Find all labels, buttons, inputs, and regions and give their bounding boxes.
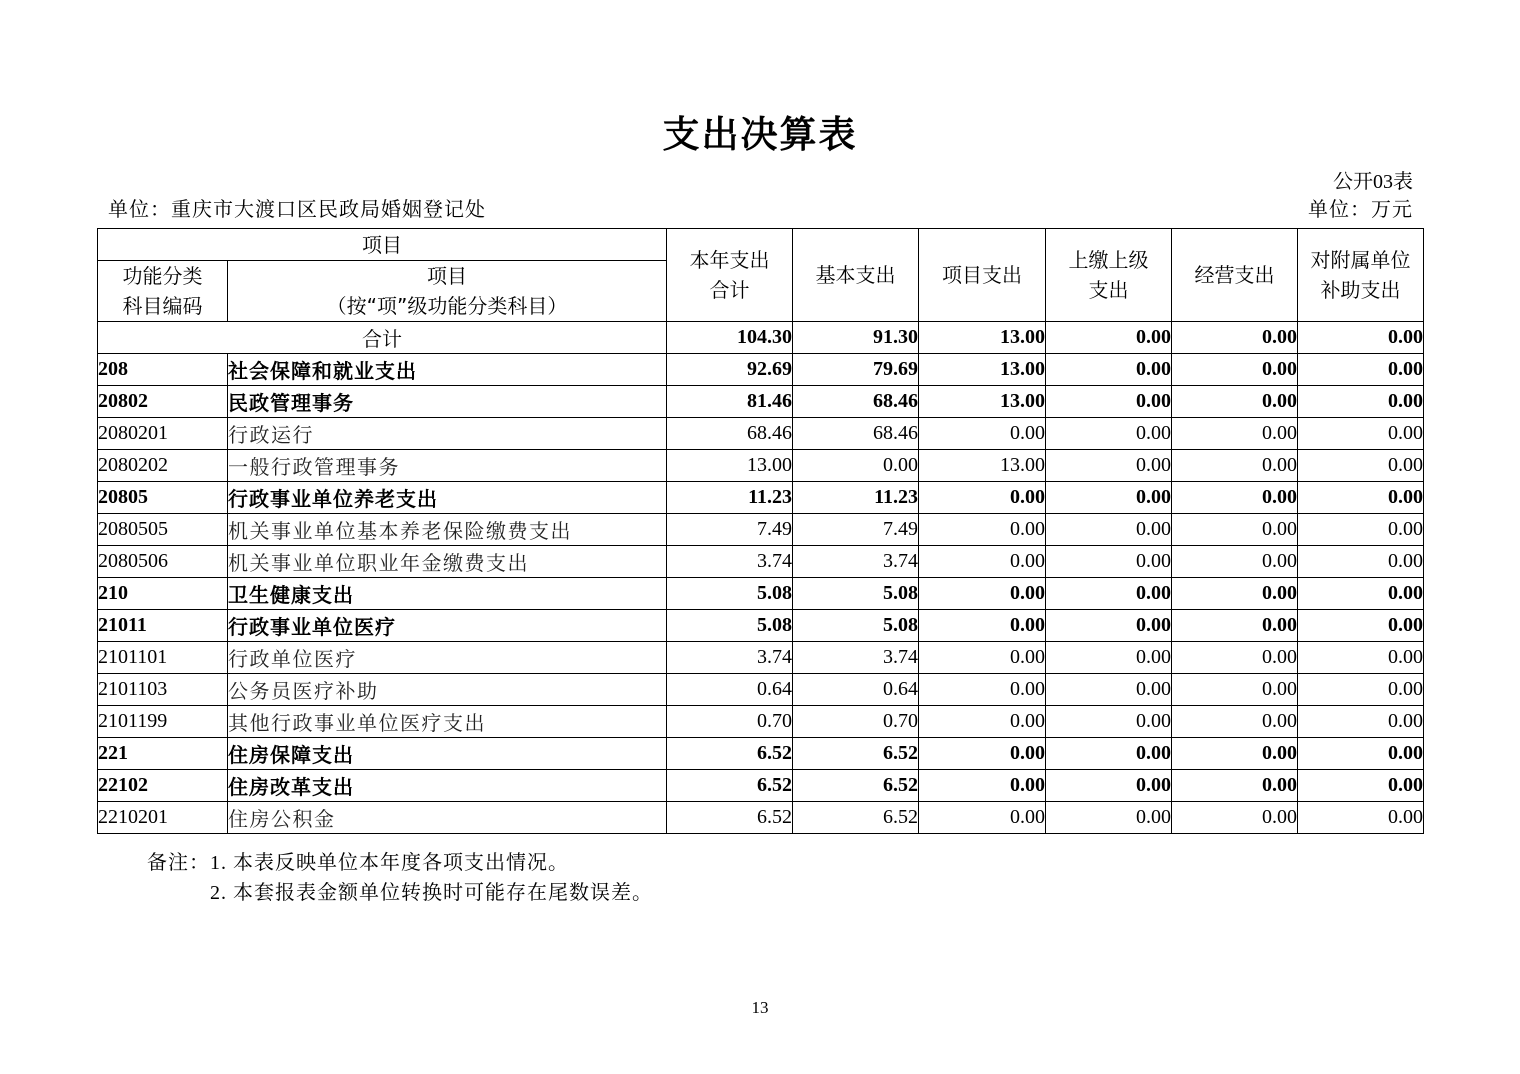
row-value: 0.00 xyxy=(1046,770,1172,802)
row-value: 0.00 xyxy=(919,482,1046,514)
row-value: 5.08 xyxy=(667,578,793,610)
row-value: 0.00 xyxy=(1172,482,1298,514)
table-row xyxy=(98,578,1424,610)
table-row xyxy=(98,642,1424,674)
table-row xyxy=(98,354,1424,386)
row-value: 6.52 xyxy=(793,770,919,802)
total-value: 13.00 xyxy=(919,322,1046,354)
row-value: 0.70 xyxy=(793,706,919,738)
row-value: 0.00 xyxy=(1046,514,1172,546)
table-row xyxy=(98,738,1424,770)
row-value: 11.23 xyxy=(793,482,919,514)
header-code: 功能分类 科目编码 xyxy=(98,261,228,322)
row-code: 2080506 xyxy=(98,546,228,578)
row-name: 一般行政管理事务 xyxy=(228,450,667,482)
row-value: 0.00 xyxy=(1172,354,1298,386)
row-value: 3.74 xyxy=(793,642,919,674)
row-value: 0.00 xyxy=(1298,802,1424,834)
row-value: 0.00 xyxy=(1298,514,1424,546)
row-code: 20802 xyxy=(98,386,228,418)
row-code: 2101199 xyxy=(98,706,228,738)
row-code: 2101103 xyxy=(98,674,228,706)
row-code: 2210201 xyxy=(98,802,228,834)
expenditure-table xyxy=(97,228,1424,834)
header-row-1 xyxy=(98,229,1424,261)
row-value: 0.00 xyxy=(1046,578,1172,610)
total-value: 104.30 xyxy=(667,322,793,354)
row-value: 0.00 xyxy=(1046,738,1172,770)
row-value: 0.00 xyxy=(919,578,1046,610)
row-value: 0.00 xyxy=(1172,578,1298,610)
page-title: 支出决算表 xyxy=(662,113,858,156)
row-value: 0.00 xyxy=(1298,706,1424,738)
row-code: 221 xyxy=(98,738,228,770)
row-value: 0.00 xyxy=(1298,418,1424,450)
row-value: 0.00 xyxy=(1172,770,1298,802)
row-value: 6.52 xyxy=(667,770,793,802)
row-value: 0.00 xyxy=(1046,802,1172,834)
header-item: 项目 xyxy=(98,229,667,261)
table-row xyxy=(98,610,1424,642)
table-row xyxy=(98,770,1424,802)
row-value: 0.00 xyxy=(919,514,1046,546)
row-value: 3.74 xyxy=(667,546,793,578)
row-value: 6.52 xyxy=(667,802,793,834)
header-total: 本年支出 合计 xyxy=(667,229,793,322)
table-row xyxy=(98,802,1424,834)
row-name: 其他行政事业单位医疗支出 xyxy=(228,706,667,738)
row-value: 13.00 xyxy=(667,450,793,482)
row-value: 0.00 xyxy=(919,546,1046,578)
row-value: 0.64 xyxy=(793,674,919,706)
row-value: 0.00 xyxy=(1298,450,1424,482)
row-value: 0.00 xyxy=(919,642,1046,674)
row-value: 0.00 xyxy=(1298,738,1424,770)
total-value: 0.00 xyxy=(1172,322,1298,354)
row-value: 0.00 xyxy=(1046,546,1172,578)
row-value: 0.00 xyxy=(1046,706,1172,738)
row-value: 6.52 xyxy=(667,738,793,770)
row-value: 0.00 xyxy=(1046,418,1172,450)
row-value: 0.00 xyxy=(1172,738,1298,770)
reporting-unit: 单位：重庆市大渡口区民政局婚姻登记处 xyxy=(108,199,486,221)
row-value: 0.00 xyxy=(919,802,1046,834)
row-value: 68.46 xyxy=(793,418,919,450)
row-name: 公务员医疗补助 xyxy=(228,674,667,706)
total-label: 合计 xyxy=(98,322,667,354)
row-name: 行政事业单位养老支出 xyxy=(228,482,667,514)
header-project: 项目支出 xyxy=(919,229,1046,322)
header-name: 项目 （按“项”级功能分类科目） xyxy=(228,261,667,322)
table-row xyxy=(98,674,1424,706)
row-value: 5.08 xyxy=(793,578,919,610)
row-value: 3.74 xyxy=(667,642,793,674)
row-code: 2080202 xyxy=(98,450,228,482)
table-row xyxy=(98,386,1424,418)
table-row xyxy=(98,450,1424,482)
row-value: 0.00 xyxy=(1046,610,1172,642)
row-name: 行政事业单位医疗 xyxy=(228,610,667,642)
row-value: 5.08 xyxy=(793,610,919,642)
row-value: 0.00 xyxy=(1046,674,1172,706)
note-item: 2. 本套报表金额单位转换时可能存在尾数误差。 xyxy=(210,882,653,904)
total-row xyxy=(98,322,1424,354)
row-value: 0.00 xyxy=(1046,354,1172,386)
row-value: 0.00 xyxy=(1172,706,1298,738)
row-value: 92.69 xyxy=(667,354,793,386)
row-value: 0.00 xyxy=(1298,482,1424,514)
row-name: 机关事业单位职业年金缴费支出 xyxy=(228,546,667,578)
row-name: 行政运行 xyxy=(228,418,667,450)
row-value: 6.52 xyxy=(793,802,919,834)
row-value: 13.00 xyxy=(919,354,1046,386)
row-value: 0.00 xyxy=(1172,674,1298,706)
row-code: 2101101 xyxy=(98,642,228,674)
row-value: 0.00 xyxy=(1046,450,1172,482)
row-name: 机关事业单位基本养老保险缴费支出 xyxy=(228,514,667,546)
row-code: 22102 xyxy=(98,770,228,802)
row-code: 2080505 xyxy=(98,514,228,546)
row-name: 卫生健康支出 xyxy=(228,578,667,610)
row-value: 0.00 xyxy=(1298,770,1424,802)
row-value: 0.00 xyxy=(1172,514,1298,546)
header-basic: 基本支出 xyxy=(793,229,919,322)
table-row xyxy=(98,706,1424,738)
row-value: 0.00 xyxy=(1172,642,1298,674)
notes xyxy=(147,850,653,910)
row-value: 0.00 xyxy=(1298,578,1424,610)
row-value: 0.00 xyxy=(919,418,1046,450)
row-name: 住房改革支出 xyxy=(228,770,667,802)
total-value: 91.30 xyxy=(793,322,919,354)
row-value: 0.00 xyxy=(1172,386,1298,418)
row-value: 0.64 xyxy=(667,674,793,706)
row-value: 0.00 xyxy=(1172,418,1298,450)
row-value: 3.74 xyxy=(793,546,919,578)
row-value: 79.69 xyxy=(793,354,919,386)
header-subsidy: 对附属单位 补助支出 xyxy=(1298,229,1424,322)
row-code: 210 xyxy=(98,578,228,610)
row-name: 社会保障和就业支出 xyxy=(228,354,667,386)
row-value: 13.00 xyxy=(919,450,1046,482)
row-value: 0.00 xyxy=(919,770,1046,802)
header-business: 经营支出 xyxy=(1172,229,1298,322)
currency-unit: 单位：万元 xyxy=(1308,199,1413,221)
row-value: 68.46 xyxy=(793,386,919,418)
table-row xyxy=(98,418,1424,450)
row-code: 208 xyxy=(98,354,228,386)
row-value: 0.00 xyxy=(1298,386,1424,418)
row-value: 0.70 xyxy=(667,706,793,738)
row-value: 0.00 xyxy=(1172,450,1298,482)
row-value: 6.52 xyxy=(793,738,919,770)
row-value: 0.00 xyxy=(1298,642,1424,674)
row-value: 0.00 xyxy=(1298,610,1424,642)
table-row xyxy=(98,546,1424,578)
total-value: 0.00 xyxy=(1298,322,1424,354)
row-value: 5.08 xyxy=(667,610,793,642)
form-number: 公开03表 xyxy=(1333,171,1413,193)
row-value: 0.00 xyxy=(793,450,919,482)
row-value: 0.00 xyxy=(919,738,1046,770)
row-value: 11.23 xyxy=(667,482,793,514)
row-value: 0.00 xyxy=(1298,546,1424,578)
row-code: 21011 xyxy=(98,610,228,642)
row-name: 住房公积金 xyxy=(228,802,667,834)
row-value: 7.49 xyxy=(667,514,793,546)
row-name: 住房保障支出 xyxy=(228,738,667,770)
row-value: 68.46 xyxy=(667,418,793,450)
row-value: 0.00 xyxy=(1046,386,1172,418)
row-value: 0.00 xyxy=(919,674,1046,706)
row-value: 13.00 xyxy=(919,386,1046,418)
row-value: 0.00 xyxy=(1046,482,1172,514)
row-value: 0.00 xyxy=(1172,802,1298,834)
row-value: 0.00 xyxy=(919,610,1046,642)
row-value: 0.00 xyxy=(1298,674,1424,706)
row-value: 7.49 xyxy=(793,514,919,546)
page-number: 13 xyxy=(751,998,769,1017)
row-value: 81.46 xyxy=(667,386,793,418)
row-value: 0.00 xyxy=(1172,610,1298,642)
row-value: 0.00 xyxy=(1046,642,1172,674)
row-value: 0.00 xyxy=(1298,354,1424,386)
row-name: 民政管理事务 xyxy=(228,386,667,418)
row-value: 0.00 xyxy=(919,706,1046,738)
row-value: 0.00 xyxy=(1172,546,1298,578)
table-row xyxy=(98,482,1424,514)
row-name: 行政单位医疗 xyxy=(228,642,667,674)
note-item: 1. 本表反映单位本年度各项支出情况。 xyxy=(210,852,569,874)
row-code: 20805 xyxy=(98,482,228,514)
notes-label: 备注： xyxy=(147,852,210,874)
row-code: 2080201 xyxy=(98,418,228,450)
header-upper: 上缴上级 支出 xyxy=(1046,229,1172,322)
total-value: 0.00 xyxy=(1046,322,1172,354)
table-row xyxy=(98,514,1424,546)
